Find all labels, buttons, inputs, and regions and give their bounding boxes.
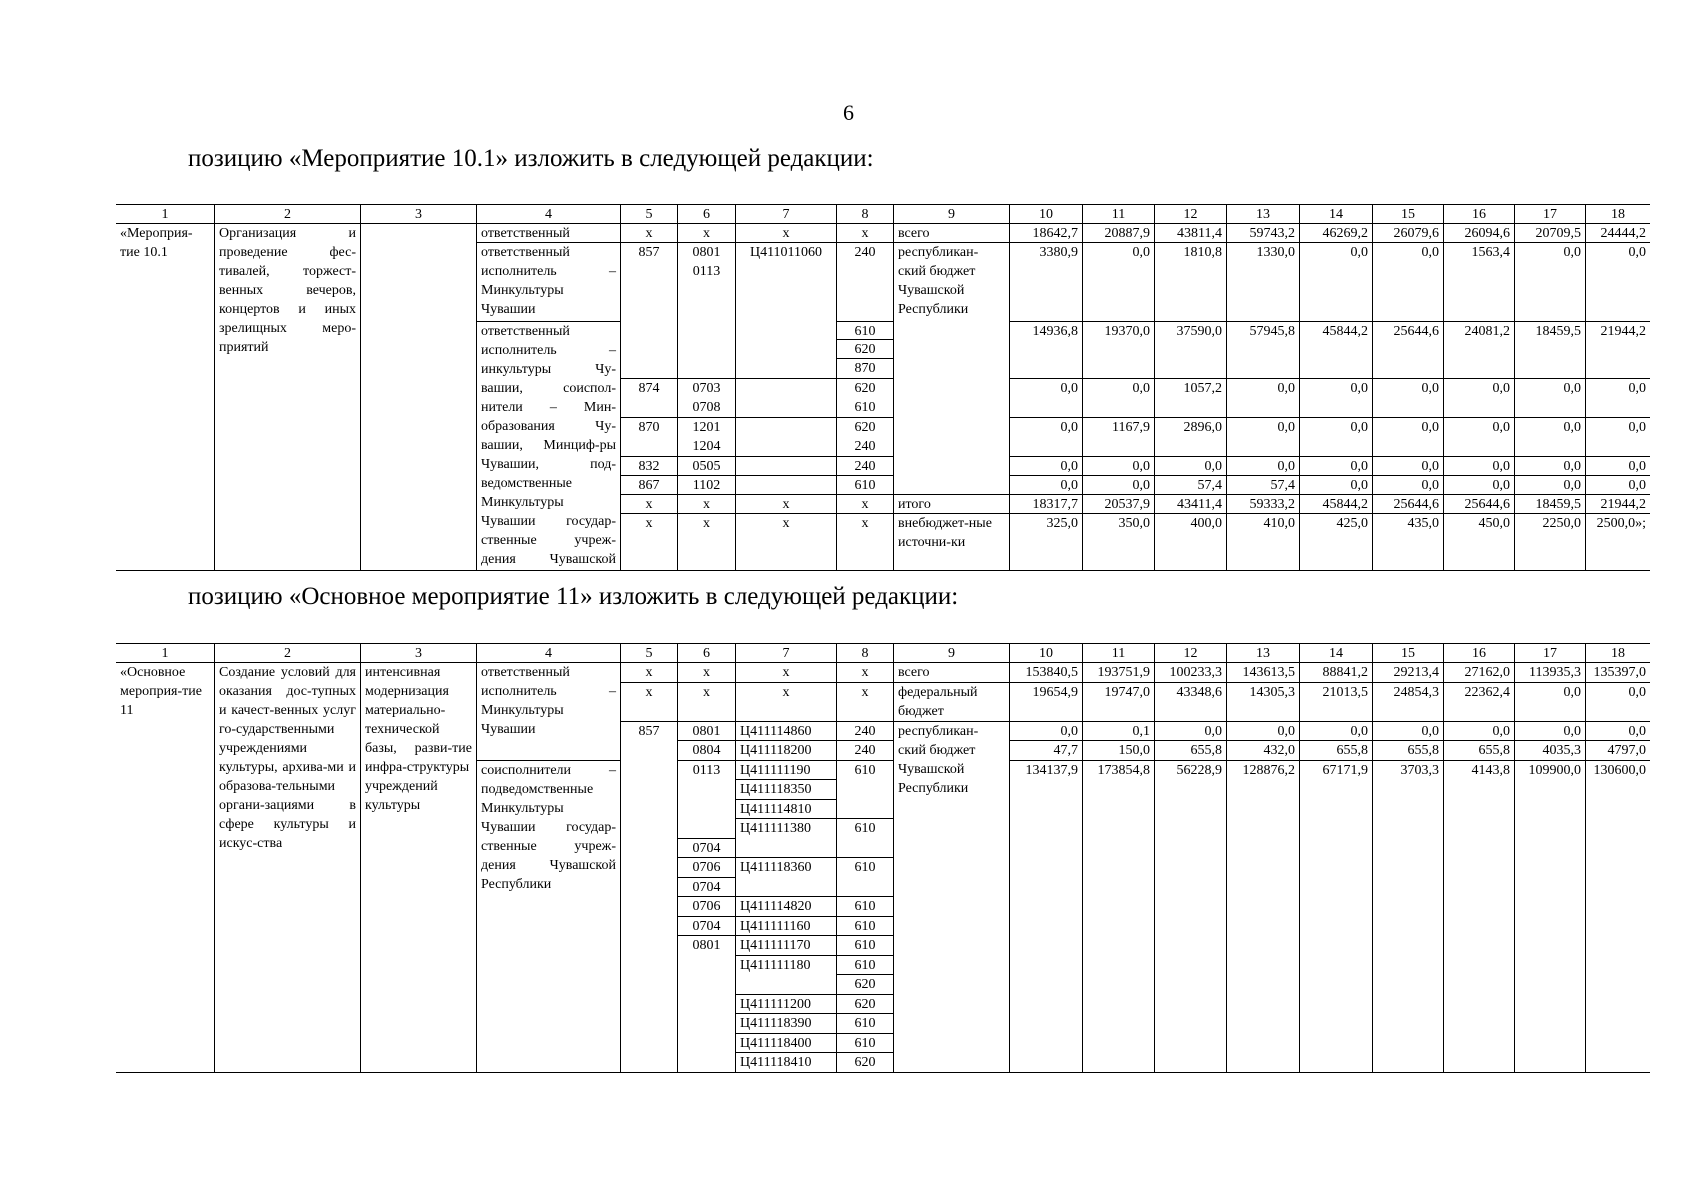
section-code: 1201 1204 bbox=[677, 417, 735, 456]
column-header: 14 bbox=[1299, 204, 1372, 223]
section-code: 0801 bbox=[677, 935, 735, 1072]
value-cell: 109900,0 bbox=[1514, 760, 1585, 1072]
table-rule bbox=[116, 570, 1650, 571]
column-header: 15 bbox=[1372, 643, 1443, 662]
value-cell: 0,0 bbox=[1514, 475, 1585, 494]
column-header: 11 bbox=[1082, 204, 1154, 223]
target-code: Ц411114810 bbox=[735, 799, 836, 818]
value-cell: 0,0 bbox=[1443, 378, 1514, 417]
column-header: 8 bbox=[836, 204, 893, 223]
section-code: 0704 bbox=[677, 877, 735, 896]
column-header: 5 bbox=[620, 643, 677, 662]
value-cell: 150,0 bbox=[1082, 740, 1154, 760]
value-cell: 19747,0 bbox=[1082, 682, 1154, 721]
empty-cell bbox=[735, 456, 836, 475]
value-cell: 0,1 bbox=[1082, 721, 1154, 740]
expense-code: 240 bbox=[836, 242, 893, 321]
expense-code: 610 bbox=[836, 955, 893, 974]
value-cell: 18459,5 bbox=[1514, 321, 1585, 378]
executor-label: ответственный исполнитель – Минкультуры Чувашии bbox=[476, 662, 620, 760]
value-cell: 655,8 bbox=[1299, 740, 1372, 760]
target-code: Ц411118410 bbox=[735, 1052, 836, 1072]
expense-code: 240 bbox=[836, 456, 893, 475]
value-cell: 0,0 bbox=[1443, 475, 1514, 494]
value-cell: 0,0 bbox=[1299, 721, 1372, 740]
value-cell: 56228,9 bbox=[1154, 760, 1226, 1072]
value-cell: 100233,3 bbox=[1154, 662, 1226, 682]
source-label: внебюджет-ные источни-ки bbox=[893, 513, 1009, 570]
section-code: 0704 bbox=[677, 916, 735, 935]
value-cell: 67171,9 bbox=[1299, 760, 1372, 1072]
column-header: 11 bbox=[1082, 643, 1154, 662]
value-cell: 400,0 bbox=[1154, 513, 1226, 570]
expense-code: 240 bbox=[836, 740, 893, 760]
target-code: Ц411114820 bbox=[735, 896, 836, 916]
column-header: 7 bbox=[735, 204, 836, 223]
column-header: 13 bbox=[1226, 204, 1299, 223]
x-mark: x bbox=[677, 513, 735, 570]
x-mark: x bbox=[836, 223, 893, 242]
source-label: всего bbox=[893, 223, 1009, 242]
value-cell: 0,0 bbox=[1443, 417, 1514, 456]
value-cell: 21013,5 bbox=[1299, 682, 1372, 721]
expense-code: 870 bbox=[836, 358, 893, 378]
measure-direction: интенсивная модернизация материально-технической базы, разви-тие инфра-структуры учреждений культуры bbox=[360, 662, 476, 1072]
column-header: 6 bbox=[677, 643, 735, 662]
x-mark: x bbox=[620, 223, 677, 242]
value-cell: 43411,4 bbox=[1154, 494, 1226, 513]
expense-code: 610 bbox=[836, 1013, 893, 1033]
x-mark: x bbox=[735, 223, 836, 242]
value-cell: 0,0 bbox=[1585, 417, 1650, 456]
section-heading-10-1: позицию «Мероприятие 10.1» изложить в следующей редакции: bbox=[188, 145, 874, 172]
column-header: 16 bbox=[1443, 204, 1514, 223]
value-cell: 0,0 bbox=[1299, 456, 1372, 475]
grbs-code: 857 bbox=[620, 721, 677, 1072]
column-header: 9 bbox=[893, 643, 1009, 662]
table-measure-10-1 bbox=[116, 204, 1650, 567]
expense-code: 610 bbox=[836, 1033, 893, 1052]
value-cell: 25644,6 bbox=[1443, 494, 1514, 513]
value-cell: 0,0 bbox=[1514, 456, 1585, 475]
expense-code: 620 bbox=[836, 339, 893, 358]
value-cell: 143613,5 bbox=[1226, 662, 1299, 682]
value-cell: 0,0 bbox=[1372, 417, 1443, 456]
column-header: 9 bbox=[893, 204, 1009, 223]
value-cell: 46269,2 bbox=[1299, 223, 1372, 242]
value-cell: 0,0 bbox=[1372, 378, 1443, 417]
column-header: 6 bbox=[677, 204, 735, 223]
column-header: 2 bbox=[214, 643, 360, 662]
value-cell: 153840,5 bbox=[1009, 662, 1082, 682]
empty-cell bbox=[735, 475, 836, 494]
value-cell: 0,0 bbox=[1154, 456, 1226, 475]
value-cell: 0,0 bbox=[1585, 682, 1650, 721]
value-cell: 1057,2 bbox=[1154, 378, 1226, 417]
value-cell: 134137,9 bbox=[1009, 760, 1082, 1072]
section-code: 0801 0113 bbox=[677, 242, 735, 378]
target-code: Ц411111160 bbox=[735, 916, 836, 935]
column-header: 13 bbox=[1226, 643, 1299, 662]
value-cell: 37590,0 bbox=[1154, 321, 1226, 378]
page-number: 6 bbox=[843, 100, 854, 125]
column-header: 4 bbox=[476, 204, 620, 223]
value-cell: 432,0 bbox=[1226, 740, 1299, 760]
value-cell: 21944,2 bbox=[1585, 494, 1650, 513]
value-cell: 2500,0»; bbox=[1585, 513, 1650, 570]
value-cell: 128876,2 bbox=[1226, 760, 1299, 1072]
value-cell: 0,0 bbox=[1009, 721, 1082, 740]
value-cell: 1563,4 bbox=[1443, 242, 1514, 321]
column-header: 15 bbox=[1372, 204, 1443, 223]
value-cell: 0,0 bbox=[1585, 721, 1650, 740]
value-cell: 425,0 bbox=[1299, 513, 1372, 570]
column-header: 10 bbox=[1009, 643, 1082, 662]
expense-code: 610 bbox=[836, 321, 893, 339]
column-header: 5 bbox=[620, 204, 677, 223]
value-cell: 410,0 bbox=[1226, 513, 1299, 570]
x-mark: x bbox=[735, 662, 836, 682]
value-cell: 3703,3 bbox=[1372, 760, 1443, 1072]
x-mark: x bbox=[677, 682, 735, 721]
x-mark: x bbox=[836, 513, 893, 570]
column-header: 10 bbox=[1009, 204, 1082, 223]
value-cell: 0,0 bbox=[1226, 721, 1299, 740]
target-code: Ц411011060 bbox=[735, 242, 836, 378]
value-cell: 18317,7 bbox=[1009, 494, 1082, 513]
source-label: всего bbox=[893, 662, 1009, 682]
measure-description: Организация и проведение фес-тивалей, торжест-венных вечеров, концертов и иных зрелищных меро-приятий bbox=[214, 223, 360, 570]
executor-label: ответственный bbox=[476, 223, 620, 242]
measure-name: «Мероприя- тие 10.1 bbox=[116, 223, 214, 570]
x-mark: x bbox=[620, 494, 677, 513]
value-cell: 43348,6 bbox=[1154, 682, 1226, 721]
section-code: 0706 bbox=[677, 896, 735, 916]
target-code: Ц411111380 bbox=[735, 818, 836, 857]
value-cell: 0,0 bbox=[1514, 417, 1585, 456]
x-mark: x bbox=[836, 662, 893, 682]
column-header: 12 bbox=[1154, 204, 1226, 223]
value-cell: 0,0 bbox=[1443, 721, 1514, 740]
x-mark: x bbox=[836, 682, 893, 721]
value-cell: 0,0 bbox=[1585, 456, 1650, 475]
source-label: итого bbox=[893, 494, 1009, 513]
expense-code: 620 bbox=[836, 994, 893, 1013]
value-cell: 435,0 bbox=[1372, 513, 1443, 570]
value-cell: 20537,9 bbox=[1082, 494, 1154, 513]
measure-name: «Основное мероприя-тие 11 bbox=[116, 662, 214, 1072]
section-code: 0706 bbox=[677, 857, 735, 877]
grbs-code: 867 bbox=[620, 475, 677, 494]
target-code: Ц411118390 bbox=[735, 1013, 836, 1033]
column-header: 4 bbox=[476, 643, 620, 662]
value-cell: 0,0 bbox=[1585, 378, 1650, 417]
value-cell: 59333,2 bbox=[1226, 494, 1299, 513]
value-cell: 45844,2 bbox=[1299, 321, 1372, 378]
column-header: 18 bbox=[1585, 643, 1650, 662]
empty-cell bbox=[360, 223, 476, 570]
value-cell: 0,0 bbox=[1009, 475, 1082, 494]
value-cell: 27162,0 bbox=[1443, 662, 1514, 682]
value-cell: 173854,8 bbox=[1082, 760, 1154, 1072]
value-cell: 47,7 bbox=[1009, 740, 1082, 760]
value-cell: 450,0 bbox=[1443, 513, 1514, 570]
value-cell: 24081,2 bbox=[1443, 321, 1514, 378]
value-cell: 655,8 bbox=[1372, 740, 1443, 760]
expense-code: 620 bbox=[836, 974, 893, 994]
value-cell: 350,0 bbox=[1082, 513, 1154, 570]
x-mark: x bbox=[620, 513, 677, 570]
value-cell: 57,4 bbox=[1226, 475, 1299, 494]
section-code: 0113 bbox=[677, 760, 735, 838]
value-cell: 57945,8 bbox=[1226, 321, 1299, 378]
value-cell: 0,0 bbox=[1372, 721, 1443, 740]
column-header: 8 bbox=[836, 643, 893, 662]
value-cell: 0,0 bbox=[1372, 475, 1443, 494]
value-cell: 45844,2 bbox=[1299, 494, 1372, 513]
x-mark: x bbox=[620, 662, 677, 682]
value-cell: 2896,0 bbox=[1154, 417, 1226, 456]
value-cell: 0,0 bbox=[1226, 378, 1299, 417]
value-cell: 14936,8 bbox=[1009, 321, 1082, 378]
x-mark: x bbox=[735, 494, 836, 513]
target-code: Ц411118360 bbox=[735, 857, 836, 896]
value-cell: 0,0 bbox=[1585, 242, 1650, 321]
grbs-code: 870 bbox=[620, 417, 677, 456]
value-cell: 0,0 bbox=[1372, 242, 1443, 321]
section-code: 1102 bbox=[677, 475, 735, 494]
value-cell: 18459,5 bbox=[1514, 494, 1585, 513]
value-cell: 0,0 bbox=[1082, 475, 1154, 494]
value-cell: 0,0 bbox=[1154, 721, 1226, 740]
value-cell: 0,0 bbox=[1514, 242, 1585, 321]
section-code: 0704 bbox=[677, 838, 735, 857]
column-header: 16 bbox=[1443, 643, 1514, 662]
expense-code: 610 bbox=[836, 896, 893, 916]
column-header: 2 bbox=[214, 204, 360, 223]
table-main-measure-11 bbox=[116, 643, 1650, 1070]
value-cell: 130600,0 bbox=[1585, 760, 1650, 1072]
source-label: федеральный бюджет bbox=[893, 682, 1009, 721]
x-mark: x bbox=[735, 682, 836, 721]
value-cell: 0,0 bbox=[1009, 456, 1082, 475]
x-mark: x bbox=[677, 662, 735, 682]
value-cell: 0,0 bbox=[1082, 242, 1154, 321]
value-cell: 43811,4 bbox=[1154, 223, 1226, 242]
value-cell: 24854,3 bbox=[1372, 682, 1443, 721]
grbs-code: 832 bbox=[620, 456, 677, 475]
expense-code: 610 bbox=[836, 935, 893, 955]
value-cell: 0,0 bbox=[1299, 378, 1372, 417]
expense-code: 620 bbox=[836, 1052, 893, 1072]
value-cell: 18642,7 bbox=[1009, 223, 1082, 242]
column-header: 14 bbox=[1299, 643, 1372, 662]
value-cell: 0,0 bbox=[1514, 682, 1585, 721]
value-cell: 4797,0 bbox=[1585, 740, 1650, 760]
expense-code: 610 bbox=[836, 916, 893, 935]
target-code: Ц411111170 bbox=[735, 935, 836, 955]
column-header: 3 bbox=[360, 643, 476, 662]
value-cell: 19370,0 bbox=[1082, 321, 1154, 378]
value-cell: 135397,0 bbox=[1585, 662, 1650, 682]
executor-label: соисполнители – подведомственные Минкультуры Чувашии государ-ственные учреж-дения Чувашской Республики bbox=[476, 760, 620, 1072]
value-cell: 2250,0 bbox=[1514, 513, 1585, 570]
source-label: республикан-ский бюджет Чувашской Республики bbox=[893, 242, 1009, 494]
value-cell: 655,8 bbox=[1443, 740, 1514, 760]
grbs-code: 857 bbox=[620, 242, 677, 378]
value-cell: 0,0 bbox=[1009, 417, 1082, 456]
column-header: 17 bbox=[1514, 643, 1585, 662]
value-cell: 1167,9 bbox=[1082, 417, 1154, 456]
value-cell: 20709,5 bbox=[1514, 223, 1585, 242]
value-cell: 26079,6 bbox=[1372, 223, 1443, 242]
expense-code: 620 240 bbox=[836, 417, 893, 456]
value-cell: 0,0 bbox=[1082, 378, 1154, 417]
target-code: Ц411111180 bbox=[735, 955, 836, 994]
value-cell: 20887,9 bbox=[1082, 223, 1154, 242]
value-cell: 26094,6 bbox=[1443, 223, 1514, 242]
target-code: Ц411111190 bbox=[735, 760, 836, 779]
value-cell: 0,0 bbox=[1514, 378, 1585, 417]
x-mark: x bbox=[836, 494, 893, 513]
value-cell: 0,0 bbox=[1299, 242, 1372, 321]
value-cell: 1810,8 bbox=[1154, 242, 1226, 321]
value-cell: 325,0 bbox=[1009, 513, 1082, 570]
column-header: 17 bbox=[1514, 204, 1585, 223]
value-cell: 0,0 bbox=[1009, 378, 1082, 417]
value-cell: 0,0 bbox=[1514, 721, 1585, 740]
x-mark: x bbox=[620, 682, 677, 721]
value-cell: 19654,9 bbox=[1009, 682, 1082, 721]
value-cell: 24444,2 bbox=[1585, 223, 1650, 242]
value-cell: 4143,8 bbox=[1443, 760, 1514, 1072]
grbs-code: 874 bbox=[620, 378, 677, 417]
x-mark: x bbox=[677, 494, 735, 513]
executor-label: ответственный исполнитель – инкультуры Чу-вашии, соиспол-нители – Мин-образования Чу-вашии, Минциф-ры Чувашии, под-ведомственные Минкультуры Чувашии государ-ственные учреж-дения Чувашской bbox=[476, 321, 620, 570]
value-cell: 57,4 bbox=[1154, 475, 1226, 494]
column-header: 1 bbox=[116, 204, 214, 223]
value-cell: 113935,3 bbox=[1514, 662, 1585, 682]
value-cell: 0,0 bbox=[1585, 475, 1650, 494]
column-header: 18 bbox=[1585, 204, 1650, 223]
section-code: 0505 bbox=[677, 456, 735, 475]
expense-code: 620 610 bbox=[836, 378, 893, 417]
value-cell: 0,0 bbox=[1372, 456, 1443, 475]
value-cell: 0,0 bbox=[1082, 456, 1154, 475]
column-header: 3 bbox=[360, 204, 476, 223]
value-cell: 193751,9 bbox=[1082, 662, 1154, 682]
value-cell: 22362,4 bbox=[1443, 682, 1514, 721]
value-cell: 3380,9 bbox=[1009, 242, 1082, 321]
section-code: 0804 bbox=[677, 740, 735, 760]
value-cell: 1330,0 bbox=[1226, 242, 1299, 321]
value-cell: 655,8 bbox=[1154, 740, 1226, 760]
expense-code: 610 bbox=[836, 818, 893, 857]
empty-cell bbox=[735, 417, 836, 456]
value-cell: 29213,4 bbox=[1372, 662, 1443, 682]
value-cell: 14305,3 bbox=[1226, 682, 1299, 721]
value-cell: 0,0 bbox=[1226, 417, 1299, 456]
expense-code: 610 bbox=[836, 760, 893, 818]
x-mark: x bbox=[677, 223, 735, 242]
value-cell: 25644,6 bbox=[1372, 494, 1443, 513]
target-code: Ц411114860 bbox=[735, 721, 836, 740]
measure-description: Создание условий для оказания дос-тупных и качест-венных услуг го-сударственными учреждениями культуры, архива-ми и образова-тельными органи-зациями в сфере культуры и искус-ства bbox=[214, 662, 360, 1072]
column-header: 7 bbox=[735, 643, 836, 662]
value-cell: 25644,6 bbox=[1372, 321, 1443, 378]
target-code: Ц411118400 bbox=[735, 1033, 836, 1052]
column-header: 12 bbox=[1154, 643, 1226, 662]
section-code: 0801 bbox=[677, 721, 735, 740]
source-label: республикан-ский бюджет Чувашской Республики bbox=[893, 721, 1009, 1072]
expense-code: 610 bbox=[836, 857, 893, 896]
value-cell: 4035,3 bbox=[1514, 740, 1585, 760]
value-cell: 21944,2 bbox=[1585, 321, 1650, 378]
empty-cell bbox=[735, 378, 836, 417]
expense-code: 240 bbox=[836, 721, 893, 740]
section-code: 0703 0708 bbox=[677, 378, 735, 417]
value-cell: 0,0 bbox=[1226, 456, 1299, 475]
value-cell: 59743,2 bbox=[1226, 223, 1299, 242]
section-heading-11: позицию «Основное мероприятие 11» изложить в следующей редакции: bbox=[188, 583, 959, 610]
target-code: Ц411111200 bbox=[735, 994, 836, 1013]
value-cell: 88841,2 bbox=[1299, 662, 1372, 682]
executor-label: ответственный исполнитель – Минкультуры Чувашии bbox=[476, 242, 620, 321]
value-cell: 0,0 bbox=[1299, 475, 1372, 494]
column-header: 1 bbox=[116, 643, 214, 662]
table-rule bbox=[116, 1072, 1650, 1073]
value-cell: 0,0 bbox=[1443, 456, 1514, 475]
expense-code: 610 bbox=[836, 475, 893, 494]
value-cell: 0,0 bbox=[1299, 417, 1372, 456]
target-code: Ц411118350 bbox=[735, 779, 836, 799]
target-code: Ц411118200 bbox=[735, 740, 836, 760]
x-mark: x bbox=[735, 513, 836, 570]
